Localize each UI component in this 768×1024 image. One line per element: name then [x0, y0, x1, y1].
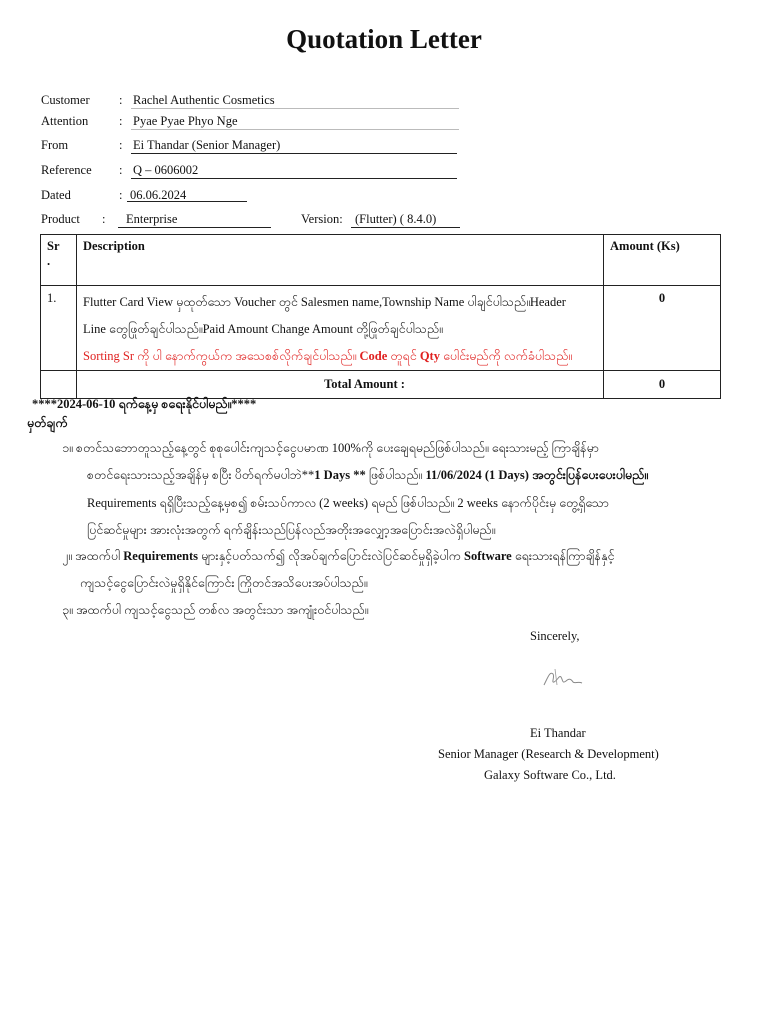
from-underline: [131, 153, 457, 154]
version-label: Version:: [301, 212, 343, 226]
sr-header: Sr .: [41, 235, 77, 286]
closing: Sincerely,: [530, 629, 580, 643]
signer-name: Ei Thandar: [530, 726, 586, 740]
note-3: ၃။ အထက်ပါ ကျသင့်ငွေသည် တစ်လ အတွင်းသာ အကျုံးဝင်ပါသည်။: [62, 603, 369, 617]
table-row: [41, 286, 721, 371]
start-date-note: ****2024-06-10 ရက်နေ့မှ စရေးနိုင်ပါမည်။****: [32, 397, 257, 411]
row-description: [77, 286, 604, 371]
product-label: Product: [41, 212, 80, 226]
customer-underline: [131, 108, 459, 109]
reference-value: Q – 0606002: [133, 163, 199, 177]
attention-colon: :: [119, 114, 123, 128]
version-value: (Flutter) ( 8.4.0): [355, 212, 437, 226]
from-colon: :: [119, 138, 123, 152]
note-1-line-2: စတင်ရေးသားသည့်အချိန်မှ စပြီး ပိတ်ရက်မပါဘဲ**1 Days ** ဖြစ်ပါသည်။ 11/06/2024 (1 Days) အတွင်းပြန်ပေးပေးပါမည်။: [87, 468, 648, 482]
signer-position: Senior Manager (Research & Development): [438, 747, 659, 761]
customer-label: Customer: [41, 93, 90, 107]
product-value: Enterprise: [126, 212, 178, 226]
from-value: Ei Thandar (Senior Manager): [133, 138, 281, 152]
note-2-line-1: ၂။ အထက်ပါ Requirements များနှင့်ပတ်သက်၍ လိုအပ်ချက်ပြောင်းလဲပြင်ဆင်မှုရှိခဲ့ပါက Software ရေးသားရန်ကြာချိန်နှင့်: [62, 549, 615, 563]
amount-header: Amount (Ks): [604, 235, 721, 286]
description-header: Description: [77, 235, 604, 286]
customer-colon: :: [119, 93, 123, 107]
reference-label: Reference: [41, 163, 92, 177]
dated-value: 06.06.2024: [130, 188, 187, 202]
description-line-3: Sorting Sr ကို ပါ နောက်ကွယ်က အသေစစ်လိုက်ချင်ပါသည်။ Code တူရင် Qty ပေါင်းမည်ကို လက်ခံပါသည်။: [83, 349, 573, 363]
total-row: [41, 371, 721, 399]
note-2-line-2: ကျသင့်ငွေပြောင်းလဲမှုရှိနိုင်ကြောင်း ကြိုတင်အသိပေးအပ်ပါသည်။: [80, 576, 368, 590]
document-title: Quotation Letter: [286, 24, 482, 54]
signature-mark: [540, 665, 586, 691]
customer-value: Rachel Authentic Cosmetics: [133, 93, 275, 107]
attention-underline: [131, 129, 459, 130]
reference-colon: :: [119, 163, 123, 177]
description-line-2: Line တွေဖြုတ်ချင်ပါသည်။Paid Amount Change Amount တို့ဖြုတ်ချင်ပါသည်။: [83, 322, 443, 336]
row-sr: 1.: [41, 286, 77, 371]
note-1-line-4: ပြင်ဆင်မှုများ အားလုံးအတွက် ရက်ချိန်းသည်ပြန်လည်အတိုးအလျှော့အပြောင်းအလဲရှိပါမည်။: [87, 523, 496, 537]
total-empty-cell: [41, 371, 77, 399]
remark-heading: မှတ်ချက်: [27, 416, 68, 430]
note-1-line-1: ၁။ စတင်သဘောတူသည့်နေ့တွင် စုစုပေါင်းကျသင့်ငွေပမာဏ 100%ကို ပေးချေရမည်ဖြစ်ပါသည်။ ရေးသားမည့် ကြာချိန်မှာ: [62, 441, 599, 455]
reference-underline: [131, 178, 457, 179]
total-label: Total Amount :: [77, 371, 604, 399]
dated-underline: [127, 201, 247, 202]
attention-label: Attention: [41, 114, 89, 128]
row-amount: 0: [604, 286, 721, 371]
attention-value: Pyae Pyae Phyo Nge: [133, 114, 238, 128]
dated-label: Dated: [41, 188, 71, 202]
note-1-line-3: Requirements ရရှိပြီးသည့်နေ့မှစ၍ စမ်းသပ်ကာလ (2 weeks) ရမည် ဖြစ်ပါသည်။ 2 weeks နောက်ပိုင်းမှ တွေ့ရှိသော: [87, 496, 609, 510]
company-name: Galaxy Software Co., Ltd.: [484, 768, 616, 782]
product-underline: [118, 227, 271, 228]
version-underline: [351, 227, 460, 228]
from-label: From: [41, 138, 69, 152]
product-colon: :: [102, 212, 106, 226]
dated-colon: :: [119, 188, 123, 202]
description-line-1: Flutter Card View မှထုတ်သော Voucher တွင် Salesmen name,Township Name ပါချင်ပါသည်။Header: [83, 295, 566, 309]
total-value: 0: [604, 371, 721, 399]
quotation-table: [40, 234, 721, 399]
table-header-row: [41, 235, 721, 286]
